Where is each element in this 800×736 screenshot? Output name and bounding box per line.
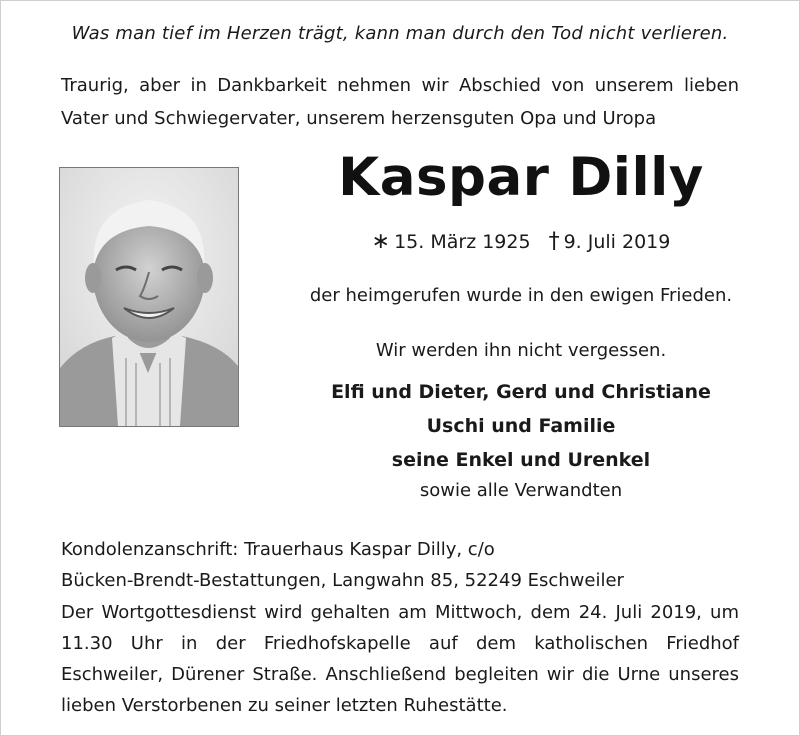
memorial-quote: Was man tief im Herzen trägt, kann man durch den Tod nicht verlieren.	[71, 23, 729, 44]
birth-star-icon: ∗	[371, 229, 391, 254]
life-dates	[321, 229, 721, 254]
portrait-illustration	[60, 168, 238, 426]
family-line: seine Enkel und Urenkel	[391, 449, 651, 471]
intro-text: Traurig, aber in Dankbarkeit nehmen wir Abschied von unserem lieben Vater und Schwiegervater, unserem herzensguten Opa und Uropa	[61, 75, 739, 129]
condolence-line: Kondolenzanschrift: Trauerhaus Kaspar Dilly, c/o	[61, 539, 495, 560]
condolence-address	[61, 534, 624, 596]
relatives-line: sowie alle Verwandten	[419, 480, 623, 501]
deceased-name: Kaspar Dilly	[338, 147, 704, 208]
portrait-photo	[59, 167, 239, 427]
death-date: 9. Juli 2019	[563, 231, 671, 253]
service-details: Der Wortgottesdienst wird gehalten am Mittwoch, dem 24. Juli 2019, um 11.30 Uhr in der Friedhofskapelle auf dem katholischen Friedhof Eschweiler, Dürener Straße. Anschließend begleiten wir die Urne unseres lieben Verstorbenen zu seiner letzten Ruhestätte.	[61, 602, 739, 716]
family-line: Elfi und Dieter, Gerd und Christiane	[331, 381, 711, 403]
peace-line: der heimgerufen wurde in den ewigen Frieden.	[309, 285, 733, 306]
birth-date: 15. März 1925	[394, 231, 531, 253]
family-line: Uschi und Familie	[426, 415, 616, 437]
remember-line: Wir werden ihn nicht vergessen.	[375, 340, 667, 361]
condolence-line: Bücken-Brendt-Bestattungen, Langwahn 85, 52249 Eschweiler	[61, 570, 624, 591]
death-cross-icon: †	[548, 229, 560, 254]
